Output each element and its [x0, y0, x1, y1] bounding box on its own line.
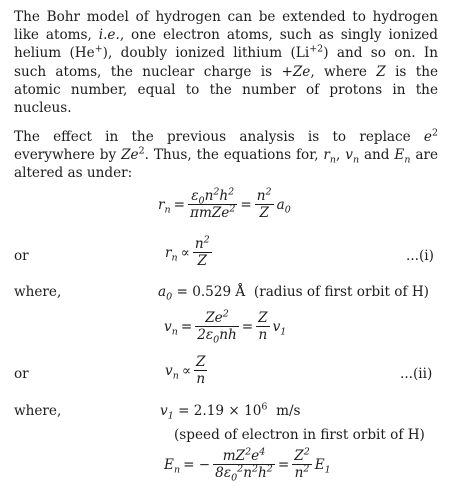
vn-proportional: $v_n$ ∝ $\frac{Z}{n}$ [165, 354, 206, 387]
en-equation: $E_n$ = − $\frac{mZ^2e^4}{8\varepsilon_0^2n^2h^2}$ = $\frac{Z^2}{n^2}$ $E_1$ [164, 446, 331, 484]
where-label-2: where, [14, 403, 62, 419]
v1-note: (speed of electron in first orbit of H) [174, 427, 425, 443]
equation-number-1: ...(i) [406, 248, 434, 264]
replacement-paragraph: The effect in the previous analysis is to replace $e^2$ everywhere by Ze$^2$. Thus, the equations for, $r_n$, $v_n$ and $E_n$ are altered as under: [14, 127, 439, 182]
where-label-1: where, [14, 284, 62, 300]
vn-equation: $v_n$ = $\frac{Ze^2}{2\varepsilon_0nh}$ = $\frac{Z}{n}$ $v_1$ [164, 308, 287, 346]
v1-definition: $v_1 = 2.19 \times 10^6$ m/s [160, 401, 301, 422]
rn-proportional: $r_n$ ∝ $\frac{n^2}{Z}$ [165, 234, 210, 269]
intro-paragraph: The Bohr model of hydrogen can be extended to hydrogen like atoms, i.e., one electron atoms, such as singly ionized helium (He+), doubly ionized lithium $(Li^{+2})$ and so on. In such atoms, the nuclear charge is +Ze, where Z is the atomic number, equal to the number of protons in the nucleus. [14, 9, 439, 117]
or-label-1: or [14, 248, 29, 264]
a0-definition: $a_0 = 0.529$ Å (radius of first orbit of H) [158, 284, 429, 303]
equation-number-2: ...(ii) [400, 366, 433, 382]
rn-equation: $r_n$ = $\frac{\varepsilon_0n^2h^2}{\pi mZe^2}$ = $\frac{n^2}{Z}$ $a_0$ [158, 186, 291, 221]
or-label-2: or [14, 366, 29, 382]
